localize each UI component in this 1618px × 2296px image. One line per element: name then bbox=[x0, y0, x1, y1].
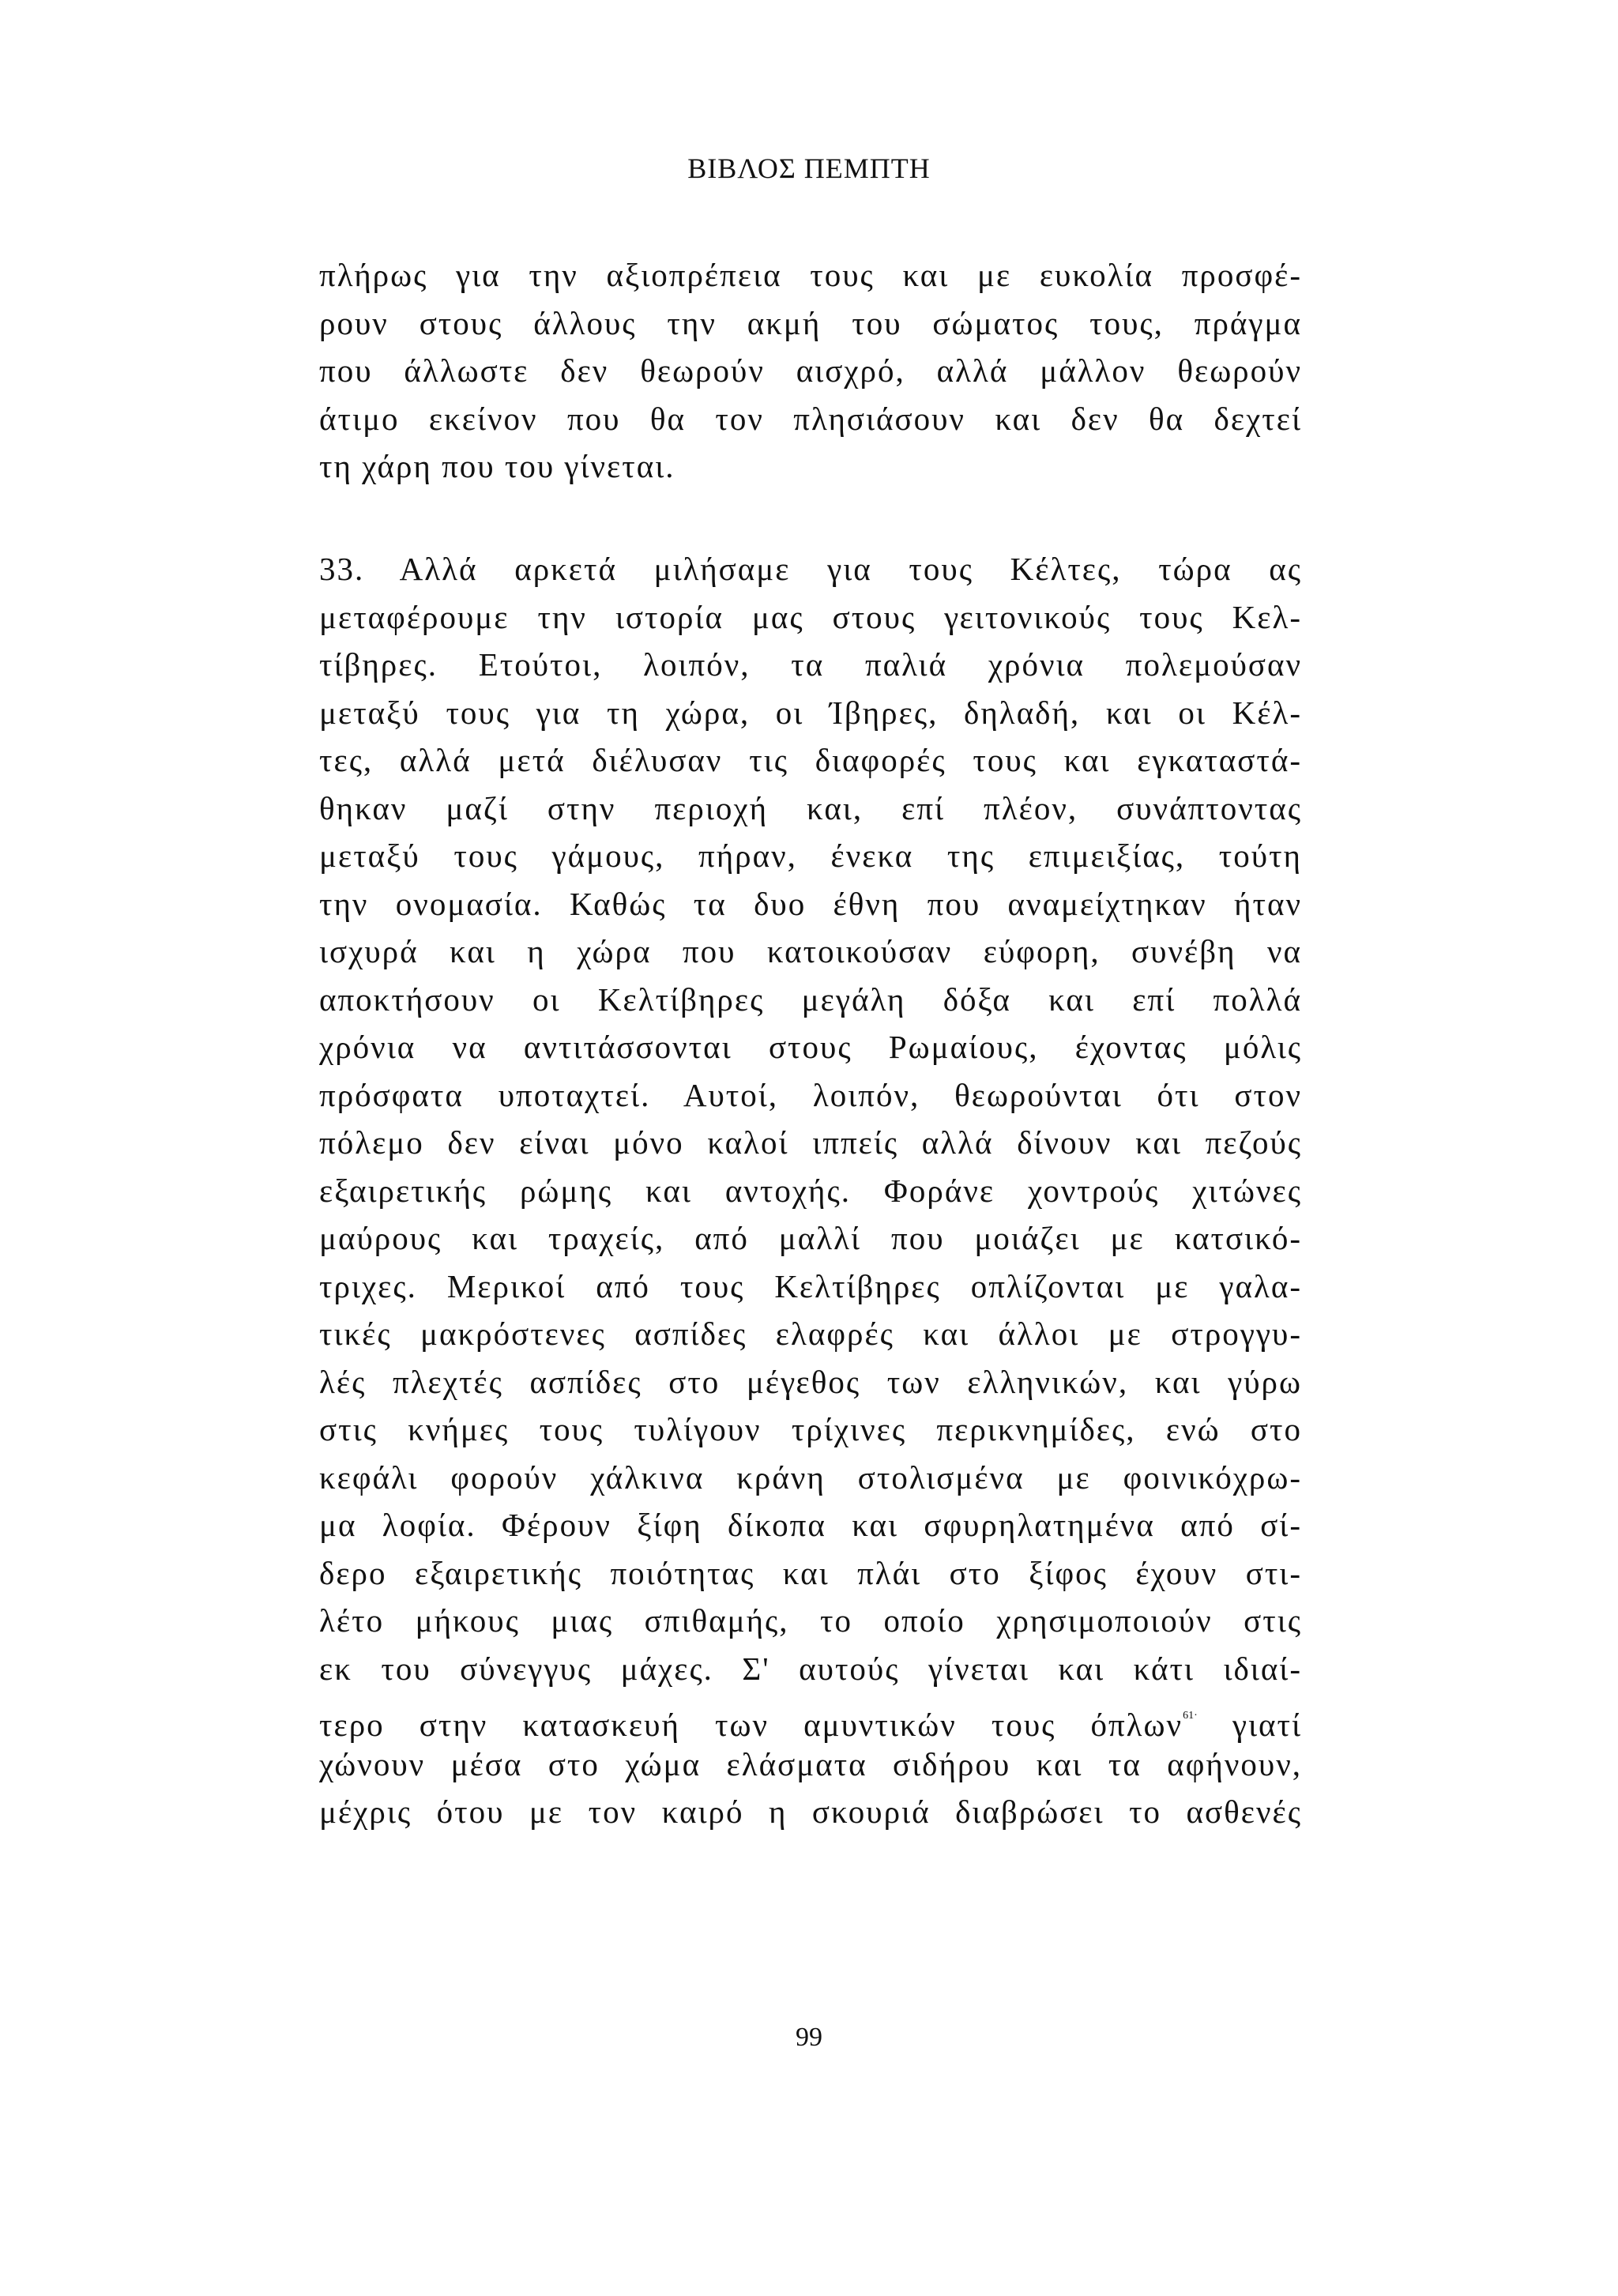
running-title: ΒΙΒΛΟΣ ΠΕΜΠΤΗ bbox=[687, 152, 931, 184]
text-line: δερο εξαιρετικής ποιότητας και πλάι στο ξίφος έχουν στι- bbox=[319, 1554, 1302, 1591]
text-line: αποκτήσουν οι Κελτίβηρες μεγάλη δόξα και επί πολλά bbox=[319, 981, 1302, 1018]
text-line: την ονομασία. Καθώς τα δυο έθνη που αναμείχτηκαν ήταν bbox=[319, 885, 1302, 922]
text-line: πόλεμο δεν είναι μόνο καλοί ιππείς αλλά δίνουν και πεζούς bbox=[319, 1124, 1302, 1161]
text-line: στις κνήμες τους τυλίγουν τρίχινες περικνημίδες, ενώ στο bbox=[319, 1411, 1302, 1447]
text-line: πρόσφατα υποταχτεί. Αυτοί, λοιπόν, θεωρούνται ότι στον bbox=[319, 1076, 1302, 1113]
text-line: χώνουν μέσα στο χώμα ελάσματα σιδήρου και τα αφήνουν, bbox=[319, 1745, 1302, 1782]
text-line: λές πλεχτές ασπίδες στο μέγεθος των ελληνικών, και γύρω bbox=[319, 1363, 1302, 1400]
text-line: λέτο μήκους μιας σπιθαμής, το οποίο χρησιμοποιούν στις bbox=[319, 1602, 1302, 1639]
page-number: 99 bbox=[796, 2023, 822, 2052]
note-line-text: τερο στην κατασκευή των αμυντικών τους όπλων bbox=[319, 1707, 1183, 1743]
text-line: μεταφέρουμε την ιστορία μας στους γειτονικούς τους Κελ- bbox=[319, 598, 1302, 635]
paragraph-continuation bbox=[319, 251, 1302, 491]
text-line: πλήρως για την αξιοπρέπεια τους και με ευκολία προσφέ- bbox=[319, 257, 1302, 293]
text-line: τριχες. Μερικοί από τους Κελτίβηρες οπλίζονται με γαλα- bbox=[319, 1267, 1302, 1304]
paragraph-33 bbox=[319, 545, 1302, 1836]
text-line: χρόνια να αντιτάσσονται στους Ρωμαίους, έχοντας μόλις bbox=[319, 1029, 1302, 1065]
text-line: ισχυρά και η χώρα που κατοικούσαν εύφορη, συνέβη να bbox=[319, 933, 1302, 969]
text-line-with-note bbox=[319, 1692, 1302, 1741]
text-line: 33. Αλλά αρκετά μιλήσαμε για τους Κέλτες, τώρα ας bbox=[319, 551, 1302, 587]
text-line: θηκαν μαζί στην περιοχή και, επί πλέον, συνάπτοντας bbox=[319, 789, 1302, 826]
text-line: τες, αλλά μετά διέλυσαν τις διαφορές τους και εγκαταστά- bbox=[319, 742, 1302, 778]
text-line: τίβηρες. Ετούτοι, λοιπόν, τα παλιά χρόνια πολεμούσαν bbox=[319, 646, 1302, 683]
text-line: μεταξύ τους για τη χώρα, οι Ίβηρες, δηλαδή, και οι Κέλ- bbox=[319, 694, 1302, 731]
text-line: μεταξύ τους γάμους, πήραν, ένεκα της επιμειξίας, τούτη bbox=[319, 837, 1302, 874]
text-line: μαύρους και τραχείς, από μαλλί που μοιάζει με κατσικό- bbox=[319, 1220, 1302, 1256]
text-line: τη χάρη που του γίνεται. bbox=[319, 448, 675, 484]
text-line: μέχρις ότου με τον καιρό η σκουριά διαβρώσει το ασθενές bbox=[319, 1794, 1302, 1830]
text-line: άτιμο εκείνον που θα τον πλησιάσουν και δεν θα δεχτεί bbox=[319, 400, 1302, 437]
text-line: τικές μακρόστενες ασπίδες ελαφρές και άλλοι με στρογγυ- bbox=[319, 1315, 1302, 1352]
text-line: κεφάλι φορούν χάλκινα κράνη στολισμένα με φοινικόχρω- bbox=[319, 1459, 1302, 1496]
note-line-text-end: γιατί bbox=[1197, 1707, 1302, 1743]
text-line: μα λοφία. Φέρουν ξίφη δίκοπα και σφυρηλατημένα από σί- bbox=[319, 1507, 1302, 1543]
text-line: που άλλωστε δεν θεωρούν αισχρό, αλλά μάλλον θεωρούν bbox=[319, 352, 1302, 389]
text-line: εκ του σύνεγγυς μάχες. Σ' αυτούς γίνεται και κάτι ιδιαί- bbox=[319, 1650, 1302, 1687]
footnote-reference[interactable]: 61· bbox=[1183, 1710, 1198, 1722]
text-line: ρουν στους άλλους την ακμή του σώματος τους, πράγμα bbox=[319, 304, 1302, 341]
text-line: εξαιρετικής ρώμης και αντοχής. Φοράνε χοντρούς χιτώνες bbox=[319, 1172, 1302, 1209]
